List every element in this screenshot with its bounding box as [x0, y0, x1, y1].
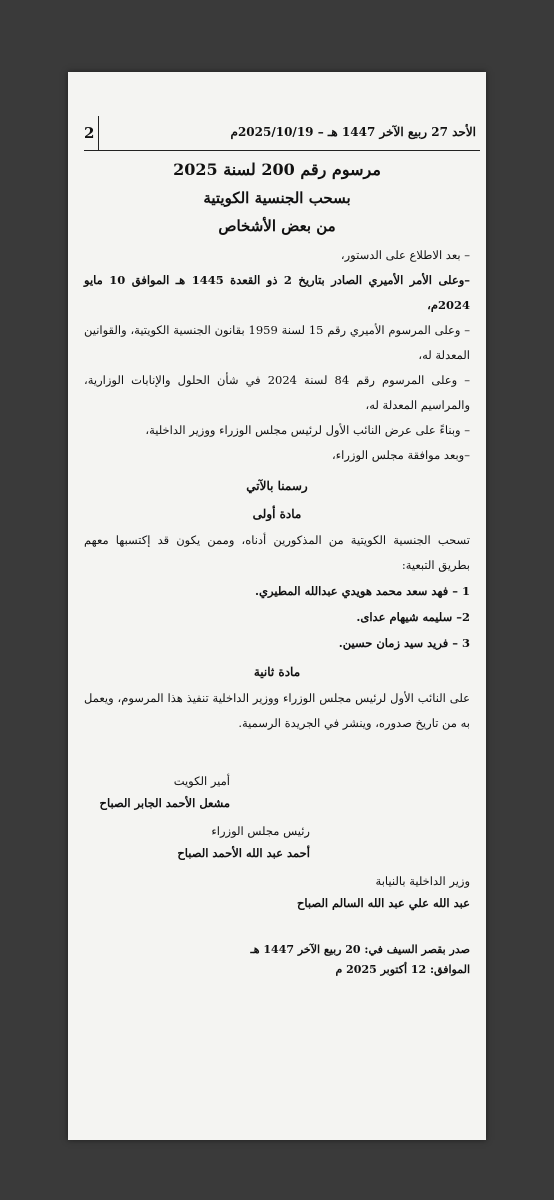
- header-divider: [98, 116, 99, 150]
- signature-title: أمير الكويت: [173, 774, 230, 788]
- preamble-item: – وبناءً على عرض النائب الأول لرئيس مجلس الوزراء ووزير الداخلية،: [145, 423, 470, 437]
- page-number: 2: [84, 124, 95, 142]
- preamble-item: – وعلى المرسوم رقم 84 لسنة 2024 في شأن الحلول والإنابات الوزارية، والمراسيم المعدلة له،: [84, 373, 470, 412]
- preamble-item: – وعلى المرسوم الأميري رقم 15 لسنة 1959 بقانون الجنسية الكويتية، والقوانين المعدلة له،: [84, 323, 470, 362]
- signature-name: أحمد عبد الله الأحمد الصباح: [177, 846, 310, 860]
- article2-heading: مادة ثانية: [253, 665, 301, 679]
- list-item: 1 – فهد سعد محمد هويدي عبدالله المطيري.: [255, 584, 470, 598]
- preamble-item: – بعد الاطلاع على الدستور،: [340, 248, 470, 262]
- signature-name: عبد الله علي عبد الله السالم الصباح: [296, 896, 470, 910]
- page-header: [84, 116, 480, 151]
- decree-title: مرسوم رقم 200 لسنة 2025: [173, 160, 381, 179]
- list-item: 3 – فريد سيد زمان حسين.: [338, 636, 470, 650]
- signature-block: [84, 770, 470, 814]
- gazette-page: [68, 72, 486, 1140]
- preamble-item: –وعلى الأمر الأميري الصادر بتاريخ 2 ذو القعدة 1445 هـ الموافق 10 مايو 2024م،: [84, 273, 471, 312]
- signature-name: مشعل الأحمد الجابر الصباح: [99, 796, 230, 810]
- preamble: [84, 243, 470, 468]
- decree-subtitle: بسحب الجنسية الكويتية: [203, 189, 351, 207]
- article2-text: على النائب الأول لرئيس مجلس الوزراء ووزير الداخلية تنفيذ هذا المرسوم، ويعمل به من تاريخ صدوره، وينشر في الجريدة الرسمية.: [84, 691, 470, 730]
- issue-place-date: صدر بقصر السيف في: 20 ربيع الآخر 1447 هـ: [250, 943, 470, 956]
- issue-gregorian-date: الموافق: 12 أكتوبر 2025 م: [335, 963, 470, 976]
- signature-title: وزير الداخلية بالنيابة: [375, 874, 470, 888]
- header-date: الأحد 27 ربيع الآخر 1447 هـ – 2025/10/19م: [230, 125, 476, 139]
- issue-info: [84, 940, 470, 980]
- article1-text: تسحب الجنسية الكويتية من المذكورين أدناه، وممن يكون قد إكتسبها معهم بطريق التبعية:: [84, 533, 470, 572]
- decree-subtitle-2: من بعض الأشخاص: [218, 217, 336, 235]
- signature-title: رئيس مجلس الوزراء: [211, 824, 310, 838]
- signature-block: [84, 820, 470, 864]
- signature-block: [84, 870, 470, 914]
- names-list: [84, 578, 470, 656]
- list-item: 2– سليمه شيهام عداى.: [356, 610, 470, 624]
- preamble-item: –وبعد موافقة مجلس الوزراء،: [332, 448, 470, 462]
- article1-heading: مادة أولى: [252, 507, 302, 521]
- decreed-line: رسمنا بالآتي: [246, 479, 308, 493]
- decree-content: [84, 154, 470, 980]
